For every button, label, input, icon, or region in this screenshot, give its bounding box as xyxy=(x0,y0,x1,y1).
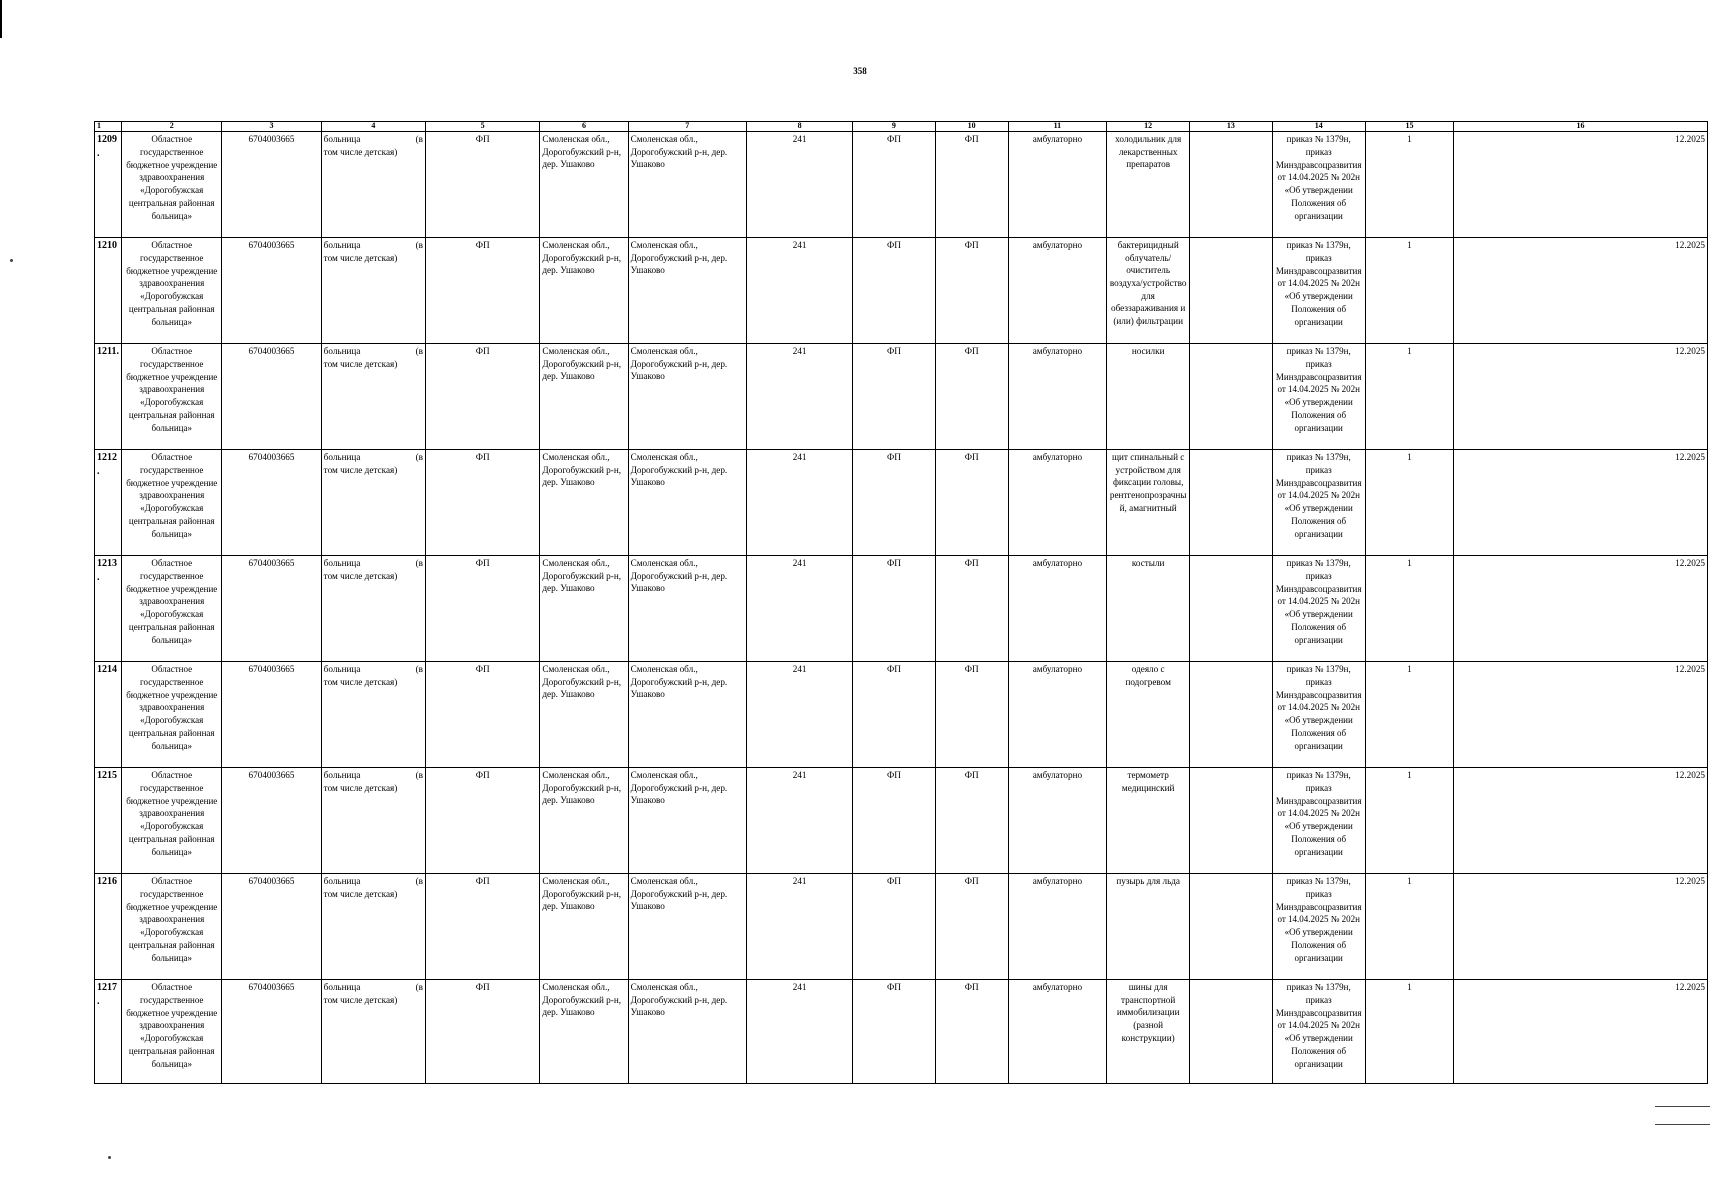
quantity-cell: 1 xyxy=(1365,768,1453,874)
subdivision-type-cell: ФП xyxy=(935,980,1008,1084)
care-mode-cell: амбулаторно xyxy=(1008,132,1106,238)
type-code-cell: ФП xyxy=(425,344,539,450)
subdivision-type-cell: ФП xyxy=(935,874,1008,980)
facility-type-cell xyxy=(321,238,425,344)
registry-rows xyxy=(95,132,1708,1084)
facility-type-word: больница xyxy=(323,664,361,674)
deadline-cell: 12.2025 xyxy=(1454,344,1708,450)
subdivision-cell: ФП xyxy=(853,980,935,1084)
actual-address-cell: Смоленская обл., Дорогобужский р-н, дер. Ушаково xyxy=(628,768,746,874)
empty-cell xyxy=(1190,874,1272,980)
actual-address-cell: Смоленская обл., Дорогобужский р-н, дер. Ушаково xyxy=(628,132,746,238)
column-number-header: 9 xyxy=(853,122,935,132)
regulation-order-cell: приказ № 1379н, приказ Минздравсоцразвития от 14.04.2025 № 202н «Об утверждении Положения об организации xyxy=(1272,980,1365,1084)
empty-cell xyxy=(1190,980,1272,1084)
equipment-item-cell: термометр медицинский xyxy=(1107,768,1190,874)
regulation-order-cell: приказ № 1379н, приказ Минздравсоцразвития от 14.04.2025 № 202н «Об утверждении Положения об организации xyxy=(1272,874,1365,980)
row-number-cell: 1210 xyxy=(95,238,122,344)
column-number-header: 7 xyxy=(628,122,746,132)
equipment-item-cell: пузырь для льда xyxy=(1107,874,1190,980)
facility-type-word: больница xyxy=(323,452,361,462)
inn-cell: 6704003665 xyxy=(222,132,321,238)
subdivision-cell: ФП xyxy=(853,874,935,980)
regulation-order-cell: приказ № 1379н, приказ Минздравсоцразвития от 14.04.2025 № 202н «Об утверждении Положения об организации xyxy=(1272,556,1365,662)
equipment-item-cell: шины для транспортной иммобилизации (разной конструкции) xyxy=(1107,980,1190,1084)
facility-type-paren: (в xyxy=(415,452,423,462)
type-code-cell: ФП xyxy=(425,238,539,344)
organization-cell: Областное государственное бюджетное учреждение здравоохранения «Дорогобужская центральная районная больница» xyxy=(122,980,222,1084)
inn-cell: 6704003665 xyxy=(222,238,321,344)
facility-type-detail: том числе детская) xyxy=(323,570,398,581)
subdivision-cell: ФП xyxy=(853,238,935,344)
column-number-header: 12 xyxy=(1107,122,1190,132)
care-mode-cell: амбулаторно xyxy=(1008,980,1106,1084)
subdivision-type-cell: ФП xyxy=(935,132,1008,238)
deadline-cell: 12.2025 xyxy=(1454,450,1708,556)
row-number-cell: 1213. xyxy=(95,556,122,662)
legal-address-cell: Смоленская обл., Дорогобужский р-н, дер. Ушаково xyxy=(540,662,628,768)
deadline-cell: 12.2025 xyxy=(1454,874,1708,980)
equipment-item-cell: щит спинальный с устройством для фиксации головы, рентгенопрозрачный, амагнитный xyxy=(1107,450,1190,556)
subdivision-type-cell: ФП xyxy=(935,238,1008,344)
equipment-item-cell: бактерицидный облучатель/очиститель воздуха/устройство для обеззараживания и (или) фильтрации xyxy=(1107,238,1190,344)
subdivision-type-cell: ФП xyxy=(935,344,1008,450)
care-mode-cell: амбулаторно xyxy=(1008,238,1106,344)
registry-table xyxy=(94,121,1708,1084)
row-number-cell: 1214 xyxy=(95,662,122,768)
table-row xyxy=(95,980,1708,1084)
column-number-header: 3 xyxy=(222,122,321,132)
facility-type-word: больница xyxy=(323,134,361,144)
actual-address-cell: Смоленская обл., Дорогобужский р-н, дер. Ушаково xyxy=(628,450,746,556)
facility-type-paren: (в xyxy=(415,770,423,780)
column-number-header: 1 xyxy=(95,122,122,132)
subdivision-cell: ФП xyxy=(853,662,935,768)
facility-type-paren: (в xyxy=(415,664,423,674)
table-row xyxy=(95,662,1708,768)
legal-address-cell: Смоленская обл., Дорогобужский р-н, дер. Ушаково xyxy=(540,238,628,344)
facility-type-paren: (в xyxy=(415,982,423,992)
column-number-header: 13 xyxy=(1190,122,1272,132)
deadline-cell: 12.2025 xyxy=(1454,238,1708,344)
facility-type-cell xyxy=(321,768,425,874)
facility-type-detail: том числе детская) xyxy=(323,888,398,899)
facility-type-paren: (в xyxy=(415,876,423,886)
legal-address-cell: Смоленская обл., Дорогобужский р-н, дер. Ушаково xyxy=(540,768,628,874)
regulation-order-cell: приказ № 1379н, приказ Минздравсоцразвития от 14.04.2025 № 202н «Об утверждении Положения об организации xyxy=(1272,344,1365,450)
organization-cell: Областное государственное бюджетное учреждение здравоохранения «Дорогобужская центральная районная больница» xyxy=(122,450,222,556)
facility-type-cell xyxy=(321,132,425,238)
equipment-item-cell: холодильник для лекарственных препаратов xyxy=(1107,132,1190,238)
scan-edge-mark xyxy=(0,0,2,38)
empty-cell xyxy=(1190,238,1272,344)
deadline-cell: 12.2025 xyxy=(1454,556,1708,662)
row-number-cell: 1209. xyxy=(95,132,122,238)
equipment-item-cell: костыли xyxy=(1107,556,1190,662)
equipment-item-cell: носилки xyxy=(1107,344,1190,450)
deadline-cell: 12.2025 xyxy=(1454,768,1708,874)
regulation-order-cell: приказ № 1379н, приказ Минздравсоцразвития от 14.04.2025 № 202н «Об утверждении Положения об организации xyxy=(1272,450,1365,556)
table-row xyxy=(95,556,1708,662)
subdivision-cell: ФП xyxy=(853,450,935,556)
actual-address-cell: Смоленская обл., Дорогобужский р-н, дер. Ушаково xyxy=(628,344,746,450)
care-mode-cell: амбулаторно xyxy=(1008,344,1106,450)
scan-edge-line xyxy=(1655,1106,1710,1107)
actual-address-cell: Смоленская обл., Дорогобужский р-н, дер. Ушаково xyxy=(628,662,746,768)
regulation-order-cell: приказ № 1379н, приказ Минздравсоцразвития от 14.04.2025 № 202н «Об утверждении Положения об организации xyxy=(1272,132,1365,238)
row-number-cell: 1217. xyxy=(95,980,122,1084)
legal-address-cell: Смоленская обл., Дорогобужский р-н, дер. Ушаково xyxy=(540,132,628,238)
facility-type-paren: (в xyxy=(415,346,423,356)
column-number-header: 14 xyxy=(1272,122,1365,132)
population-cell: 241 xyxy=(746,768,852,874)
facility-type-paren: (в xyxy=(415,240,423,250)
quantity-cell: 1 xyxy=(1365,132,1453,238)
type-code-cell: ФП xyxy=(425,450,539,556)
empty-cell xyxy=(1190,132,1272,238)
column-number-header: 8 xyxy=(746,122,852,132)
row-number-cell: 1215 xyxy=(95,768,122,874)
legal-address-cell: Смоленская обл., Дорогобужский р-н, дер. Ушаково xyxy=(540,556,628,662)
inn-cell: 6704003665 xyxy=(222,344,321,450)
scan-edge-line xyxy=(1655,1124,1710,1125)
registry-table-container xyxy=(94,121,1708,1084)
quantity-cell: 1 xyxy=(1365,874,1453,980)
type-code-cell: ФП xyxy=(425,874,539,980)
facility-type-word: больница xyxy=(323,240,361,250)
subdivision-cell: ФП xyxy=(853,132,935,238)
subdivision-type-cell: ФП xyxy=(935,556,1008,662)
care-mode-cell: амбулаторно xyxy=(1008,450,1106,556)
organization-cell: Областное государственное бюджетное учреждение здравоохранения «Дорогобужская центральная районная больница» xyxy=(122,132,222,238)
legal-address-cell: Смоленская обл., Дорогобужский р-н, дер. Ушаково xyxy=(540,344,628,450)
empty-cell xyxy=(1190,450,1272,556)
deadline-cell: 12.2025 xyxy=(1454,980,1708,1084)
facility-type-cell xyxy=(321,450,425,556)
actual-address-cell: Смоленская обл., Дорогобужский р-н, дер. Ушаково xyxy=(628,980,746,1084)
care-mode-cell: амбулаторно xyxy=(1008,662,1106,768)
quantity-cell: 1 xyxy=(1365,662,1453,768)
population-cell: 241 xyxy=(746,980,852,1084)
facility-type-word: больница xyxy=(323,876,361,886)
type-code-cell: ФП xyxy=(425,980,539,1084)
organization-cell: Областное государственное бюджетное учреждение здравоохранения «Дорогобужская центральная районная больница» xyxy=(122,874,222,980)
facility-type-word: больница xyxy=(323,770,361,780)
organization-cell: Областное государственное бюджетное учреждение здравоохранения «Дорогобужская центральная районная больница» xyxy=(122,768,222,874)
inn-cell: 6704003665 xyxy=(222,450,321,556)
column-number-row xyxy=(95,122,1708,132)
subdivision-cell: ФП xyxy=(853,556,935,662)
organization-cell: Областное государственное бюджетное учреждение здравоохранения «Дорогобужская центральная районная больница» xyxy=(122,238,222,344)
regulation-order-cell: приказ № 1379н, приказ Минздравсоцразвития от 14.04.2025 № 202н «Об утверждении Положения об организации xyxy=(1272,662,1365,768)
column-number-header: 5 xyxy=(425,122,539,132)
organization-cell: Областное государственное бюджетное учреждение здравоохранения «Дорогобужская центральная районная больница» xyxy=(122,662,222,768)
facility-type-detail: том числе детская) xyxy=(323,146,398,157)
quantity-cell: 1 xyxy=(1365,980,1453,1084)
table-row xyxy=(95,874,1708,980)
facility-type-detail: том числе детская) xyxy=(323,464,398,475)
population-cell: 241 xyxy=(746,450,852,556)
empty-cell xyxy=(1190,768,1272,874)
facility-type-detail: том числе детская) xyxy=(323,358,398,369)
facility-type-paren: (в xyxy=(415,134,423,144)
facility-type-detail: том числе детская) xyxy=(323,676,398,687)
actual-address-cell: Смоленская обл., Дорогобужский р-н, дер. Ушаково xyxy=(628,556,746,662)
quantity-cell: 1 xyxy=(1365,344,1453,450)
facility-type-cell xyxy=(321,980,425,1084)
inn-cell: 6704003665 xyxy=(222,980,321,1084)
inn-cell: 6704003665 xyxy=(222,556,321,662)
type-code-cell: ФП xyxy=(425,556,539,662)
population-cell: 241 xyxy=(746,238,852,344)
inn-cell: 6704003665 xyxy=(222,662,321,768)
legal-address-cell: Смоленская обл., Дорогобужский р-н, дер. Ушаково xyxy=(540,874,628,980)
facility-type-cell xyxy=(321,556,425,662)
quantity-cell: 1 xyxy=(1365,556,1453,662)
column-number-header: 2 xyxy=(122,122,222,132)
legal-address-cell: Смоленская обл., Дорогобужский р-н, дер. Ушаково xyxy=(540,980,628,1084)
facility-type-cell xyxy=(321,344,425,450)
inn-cell: 6704003665 xyxy=(222,768,321,874)
quantity-cell: 1 xyxy=(1365,238,1453,344)
empty-cell xyxy=(1190,556,1272,662)
table-row xyxy=(95,450,1708,556)
table-row xyxy=(95,238,1708,344)
regulation-order-cell: приказ № 1379н, приказ Минздравсоцразвития от 14.04.2025 № 202н «Об утверждении Положения об организации xyxy=(1272,768,1365,874)
row-number-cell: 1216 xyxy=(95,874,122,980)
scan-dot xyxy=(10,259,13,262)
population-cell: 241 xyxy=(746,132,852,238)
population-cell: 241 xyxy=(746,344,852,450)
empty-cell xyxy=(1190,344,1272,450)
empty-cell xyxy=(1190,662,1272,768)
type-code-cell: ФП xyxy=(425,662,539,768)
care-mode-cell: амбулаторно xyxy=(1008,874,1106,980)
column-number-header: 6 xyxy=(540,122,628,132)
facility-type-cell xyxy=(321,662,425,768)
population-cell: 241 xyxy=(746,556,852,662)
scan-dot xyxy=(108,1156,111,1159)
quantity-cell: 1 xyxy=(1365,450,1453,556)
type-code-cell: ФП xyxy=(425,768,539,874)
facility-type-cell xyxy=(321,874,425,980)
inn-cell: 6704003665 xyxy=(222,874,321,980)
facility-type-word: больница xyxy=(323,982,361,992)
table-row xyxy=(95,344,1708,450)
organization-cell: Областное государственное бюджетное учреждение здравоохранения «Дорогобужская центральная районная больница» xyxy=(122,556,222,662)
subdivision-cell: ФП xyxy=(853,768,935,874)
facility-type-detail: том числе детская) xyxy=(323,994,398,1005)
facility-type-word: больница xyxy=(323,346,361,356)
population-cell: 241 xyxy=(746,874,852,980)
row-number-cell: 1212. xyxy=(95,450,122,556)
subdivision-type-cell: ФП xyxy=(935,768,1008,874)
equipment-item-cell: одеяло с подогревом xyxy=(1107,662,1190,768)
care-mode-cell: амбулаторно xyxy=(1008,556,1106,662)
facility-type-paren: (в xyxy=(415,558,423,568)
care-mode-cell: амбулаторно xyxy=(1008,768,1106,874)
deadline-cell: 12.2025 xyxy=(1454,132,1708,238)
type-code-cell: ФП xyxy=(425,132,539,238)
organization-cell: Областное государственное бюджетное учреждение здравоохранения «Дорогобужская центральная районная больница» xyxy=(122,344,222,450)
actual-address-cell: Смоленская обл., Дорогобужский р-н, дер. Ушаково xyxy=(628,238,746,344)
legal-address-cell: Смоленская обл., Дорогобужский р-н, дер. Ушаково xyxy=(540,450,628,556)
facility-type-detail: том числе детская) xyxy=(323,782,398,793)
column-number-header: 10 xyxy=(935,122,1008,132)
column-number-header: 16 xyxy=(1454,122,1708,132)
deadline-cell: 12.2025 xyxy=(1454,662,1708,768)
column-number-header: 15 xyxy=(1365,122,1453,132)
row-number-cell: 1211. xyxy=(95,344,122,450)
page-number: 358 xyxy=(853,66,867,76)
column-number-header: 11 xyxy=(1008,122,1106,132)
population-cell: 241 xyxy=(746,662,852,768)
regulation-order-cell: приказ № 1379н, приказ Минздравсоцразвития от 14.04.2025 № 202н «Об утверждении Положения об организации xyxy=(1272,238,1365,344)
facility-type-word: больница xyxy=(323,558,361,568)
table-row xyxy=(95,768,1708,874)
subdivision-type-cell: ФП xyxy=(935,662,1008,768)
table-row xyxy=(95,132,1708,238)
actual-address-cell: Смоленская обл., Дорогобужский р-н, дер. Ушаково xyxy=(628,874,746,980)
facility-type-detail: том числе детская) xyxy=(323,252,398,263)
column-number-header: 4 xyxy=(321,122,425,132)
subdivision-type-cell: ФП xyxy=(935,450,1008,556)
subdivision-cell: ФП xyxy=(853,344,935,450)
